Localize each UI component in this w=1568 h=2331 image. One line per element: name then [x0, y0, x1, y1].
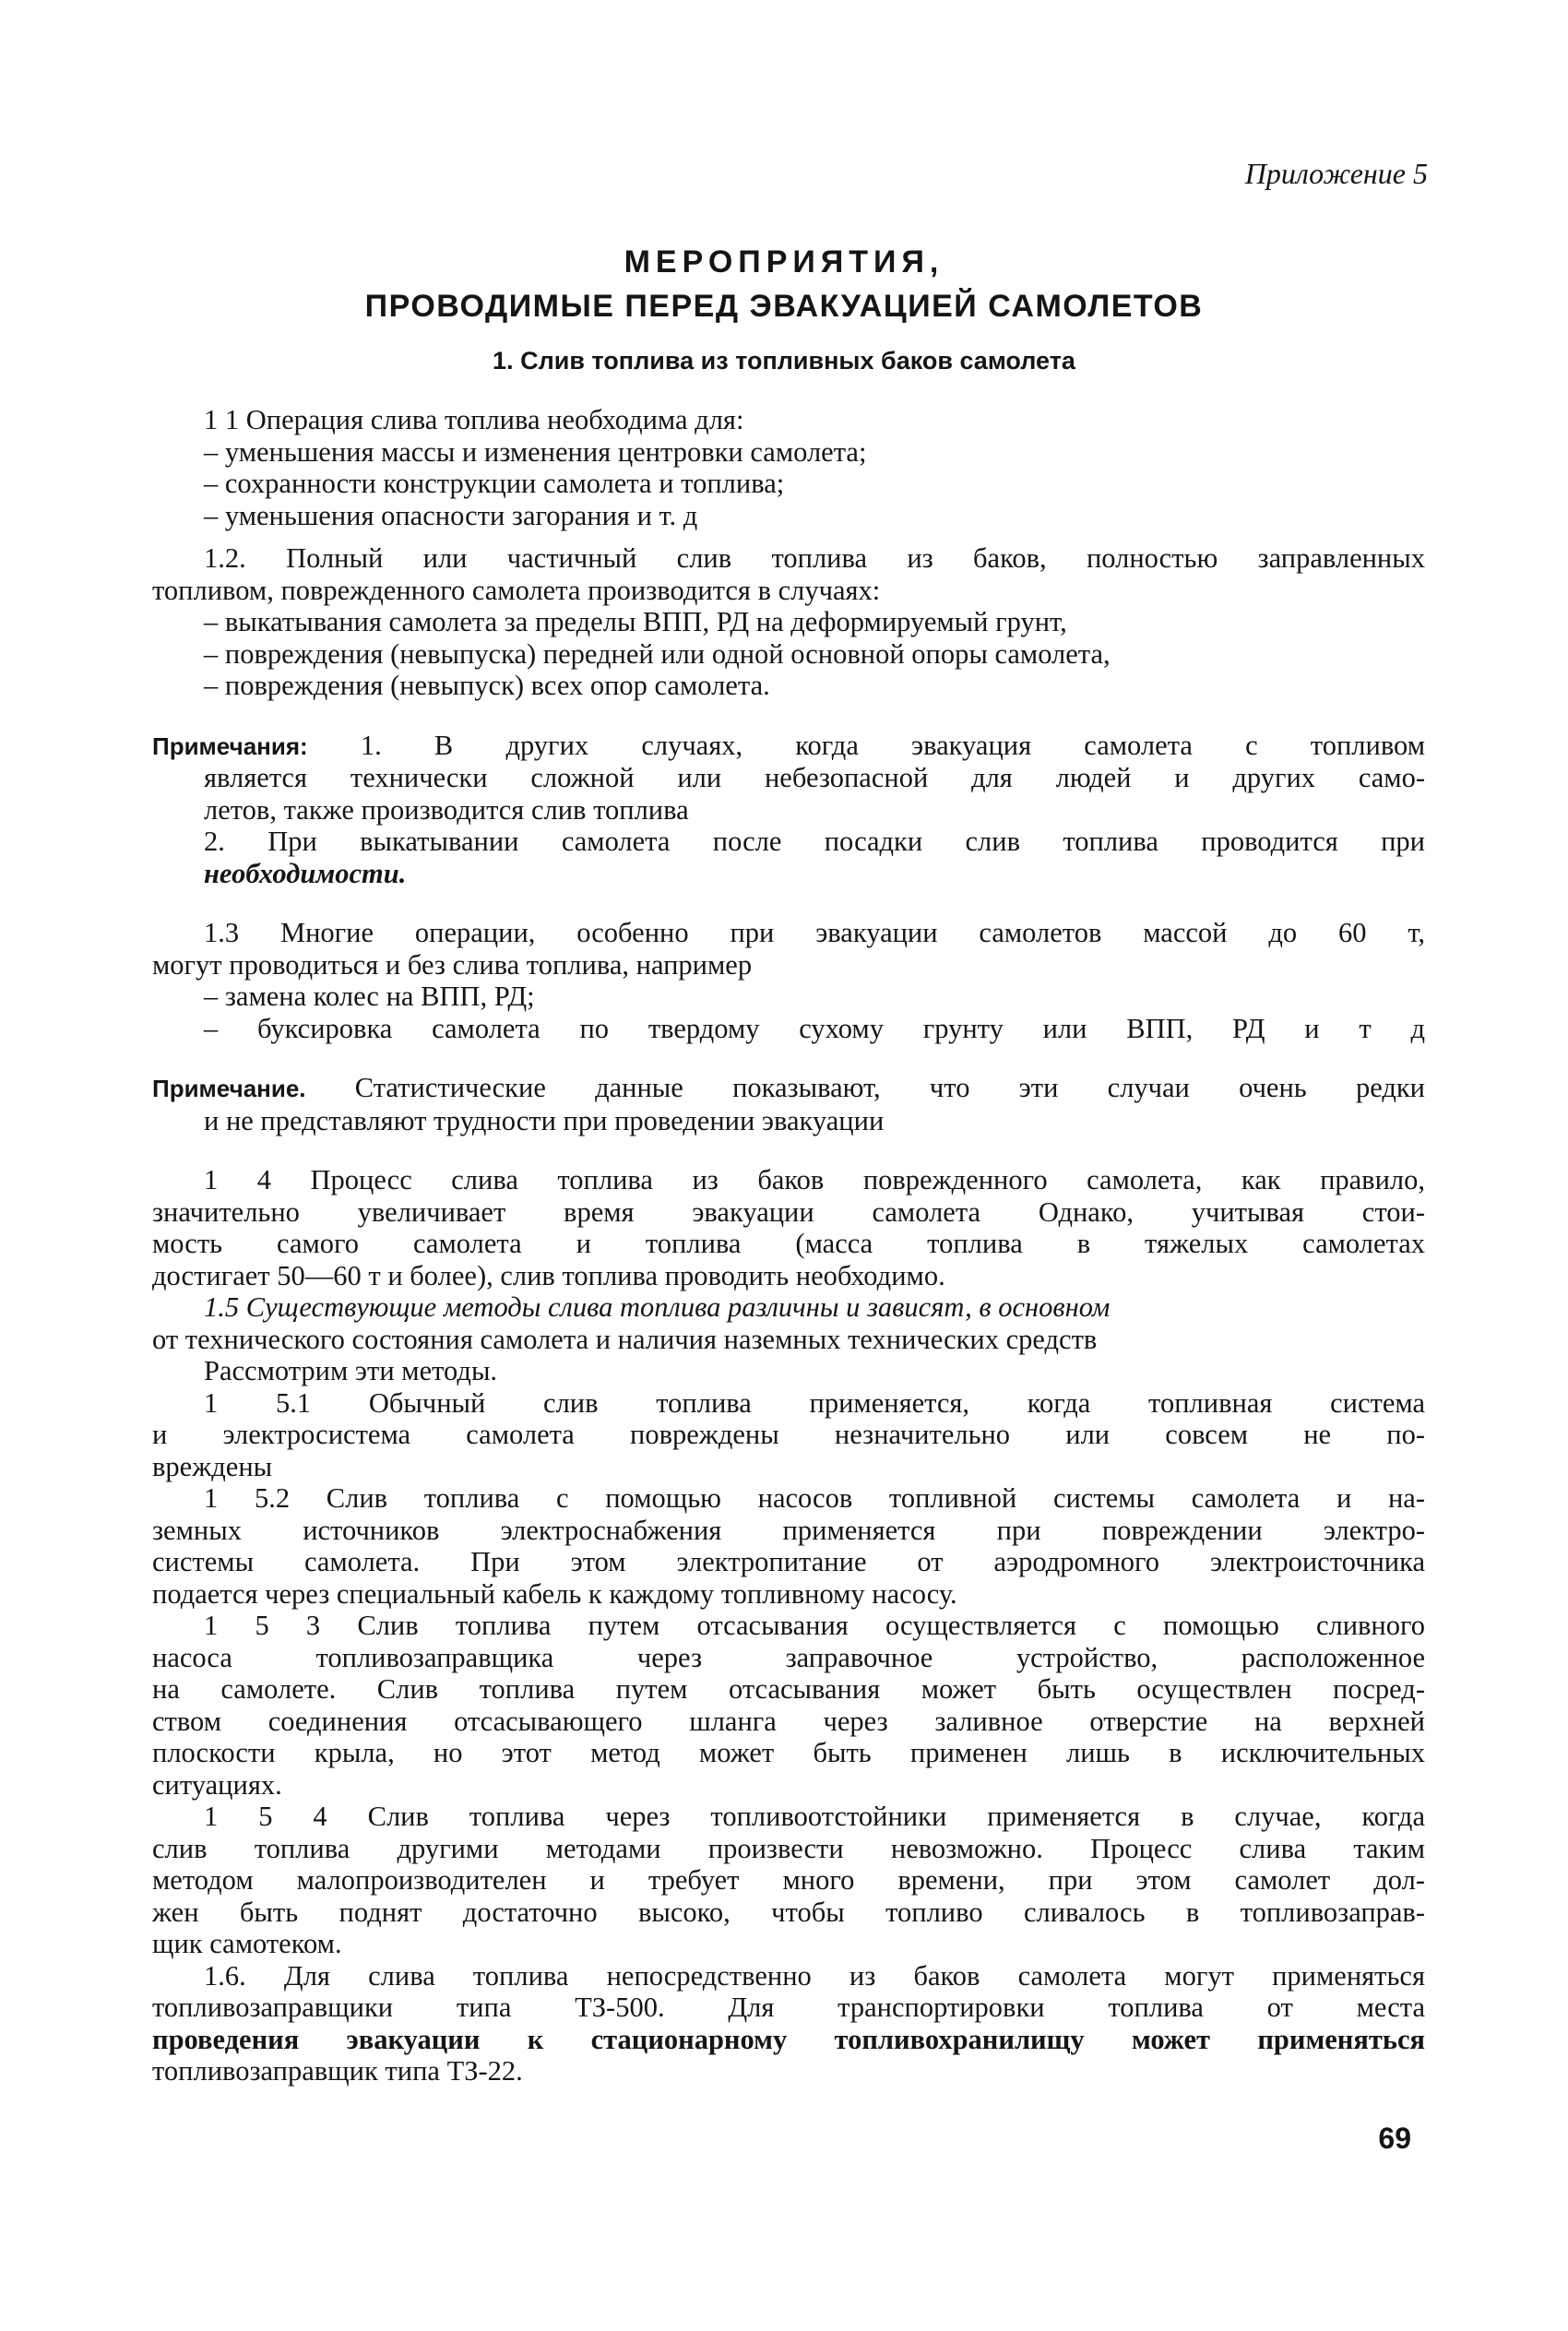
- paragraph-1-5-3-line: ством соединения отсасывающего шланга через заливное отверстие на верхней: [152, 1705, 1425, 1737]
- list-item: – буксировка самолета по твердому сухому грунту или ВПП, РД и т д: [204, 1012, 1425, 1044]
- paragraph-1-5-3-line: плоскости крыла, но этот метод может быть применен лишь в исключительных: [152, 1737, 1425, 1768]
- note-heading: Примечание.: [152, 1075, 306, 1102]
- paragraph-1-4-line: мость самого самолета и топлива (масса топлива в тяжелых самолетах: [152, 1228, 1425, 1259]
- paragraph-1-4-line: 1 4 Процесс слива топлива из баков поврежденного самолета, как правило,: [204, 1164, 1425, 1195]
- paragraph-1-5-line: 1.5 Существующие методы слива топлива различны и зависят, в основном: [204, 1291, 1111, 1323]
- paragraph-1-5-4-line: жен быть поднят достаточно высоко, чтобы топливо сливалось в топливозаправ-: [152, 1896, 1425, 1928]
- list-item: – замена колес на ВПП, РД;: [204, 981, 535, 1012]
- paragraph-1-5-line: Рассмотрим эти методы.: [204, 1355, 498, 1386]
- title-line-1: МЕРОПРИЯТИЯ,: [624, 244, 944, 279]
- paragraph-1-5-4-line: слив топлива другими методами произвести невозможно. Процесс слива таким: [152, 1832, 1425, 1864]
- note-text: Статистические данные показывают, что эти случаи очень редки: [354, 1072, 1425, 1103]
- list-item: – выкатывания самолета за пределы ВПП, РД на деформируемый грунт,: [204, 606, 1067, 637]
- paragraph-1-3-line: 1.3 Многие операции, особенно при эвакуации самолетов массой до 60 т,: [204, 917, 1425, 948]
- paragraph-1-5-3-line: ситуациях.: [152, 1768, 282, 1801]
- note-1-text: 1. В других случаях, когда эвакуация самолета с топливом: [360, 729, 1425, 761]
- paragraph-1-5-4-line: 1 5 4 Слив топлива через топливоотстойники применяется в случае, когда: [204, 1801, 1425, 1832]
- paragraph-1-5-4-line: щик самотеком.: [152, 1928, 342, 1959]
- appendix-label: Приложение 5: [1244, 157, 1428, 190]
- paragraph-1-5-line: от технического состояния самолета и наличия наземных технических средств: [152, 1323, 1098, 1355]
- paragraph-1-5-4-line: методом малопроизводителен и требует много времени, при этом самолет дол-: [152, 1864, 1425, 1896]
- notes-heading: Примечания:: [152, 731, 308, 760]
- paragraph-1-4-line: значительно увеличивает время эвакуации самолета Однако, учитывая стои-: [152, 1195, 1425, 1228]
- note-2-line: 2. При выкатывании самолета после посадки слив топлива проводится при: [204, 826, 1425, 857]
- paragraph-1-5-1-line: вреждены: [152, 1450, 273, 1482]
- paragraph-1-1-intro: 1 1 Операция слива топлива необходима для:: [204, 404, 744, 435]
- list-item: – сохранности конструкции самолета и топлива;: [204, 468, 785, 499]
- note-2-line: необходимости.: [204, 857, 407, 889]
- note-line: [152, 1072, 1425, 1105]
- paragraph-1-2-line: 1.2. Полный или частичный слив топлива из баков, полностью заправленных: [204, 542, 1425, 574]
- paragraph-1-6-line: топливозаправщики типа ТЗ-500. Для транспортировки топлива от места: [152, 1992, 1425, 2023]
- note-line: и не представляют трудности при проведении эвакуации: [204, 1104, 885, 1136]
- paragraph-1-5-1-line: и электросистема самолета повреждены незначительно или совсем не по-: [152, 1419, 1425, 1450]
- document-body: [152, 404, 1425, 2087]
- paragraph-1-5-2-line: подается через специальный кабель к каждому топливному насосу.: [152, 1577, 957, 1610]
- page-title: [0, 240, 1568, 328]
- paragraph-1-5-3-line: на самолете. Слив топлива путем отсасывания может быть осуществлен посред-: [152, 1673, 1425, 1705]
- paragraph-1-5-2-line: системы самолета. При этом электропитание от аэродромного электроисточника: [152, 1546, 1425, 1577]
- paragraph-1-5-2-line: 1 5.2 Слив топлива с помощью насосов топливной системы самолета и на-: [204, 1482, 1425, 1514]
- paragraph-1-5-2-line: земных источников электроснабжения применяется при повреждении электро-: [152, 1514, 1425, 1546]
- notes-line: [152, 730, 1425, 763]
- page-number: 69: [1378, 2122, 1411, 2155]
- list-item: – уменьшения массы и изменения центровки самолета;: [204, 435, 867, 468]
- paragraph-1-6-line: 1.6. Для слива топлива непосредственно из баков самолета могут применяться: [204, 1959, 1425, 1992]
- paragraph-1-6-line: топливозаправщик типа ТЗ-22.: [152, 2055, 523, 2087]
- list-item: – уменьшения опасности загорания и т. д: [204, 499, 698, 531]
- paragraph-1-3-line: могут проводиться и без слива топлива, например: [152, 948, 753, 981]
- paragraph-1-5-3-line: насоса топливозаправщика через заправочное устройство, расположенное: [152, 1641, 1425, 1673]
- list-item: – повреждения (невыпуск) всех опор самолета.: [204, 670, 770, 701]
- paragraph-1-5-1-line: 1 5.1 Обычный слив топлива применяется, когда топливная система: [204, 1386, 1425, 1419]
- title-line-2: ПРОВОДИМЫЕ ПЕРЕД ЭВАКУАЦИЕЙ САМОЛЕТОВ: [364, 289, 1204, 324]
- paragraph-1-4-line: достигает 50—60 т и более), слив топлива проводить необходимо.: [152, 1259, 945, 1291]
- note-1-line: является технически сложной или небезопасной для людей и других само-: [204, 762, 1425, 793]
- section-title: 1. Слив топлива из топливных баков самолета: [493, 347, 1075, 375]
- list-item: – повреждения (невыпуска) передней или одной основной опоры самолета,: [204, 637, 1111, 670]
- note-1-line: летов, также производится слив топлива: [204, 793, 689, 826]
- paragraph-1-2-line: топливом, поврежденного самолета производится в случаях:: [152, 574, 881, 606]
- paragraph-1-5-3-line: 1 5 3 Слив топлива путем отсасывания осуществляется с помощью сливного: [204, 1610, 1425, 1641]
- paragraph-1-6-line: проведения эвакуации к стационарному топливохранилищу может применяться: [152, 2023, 1425, 2055]
